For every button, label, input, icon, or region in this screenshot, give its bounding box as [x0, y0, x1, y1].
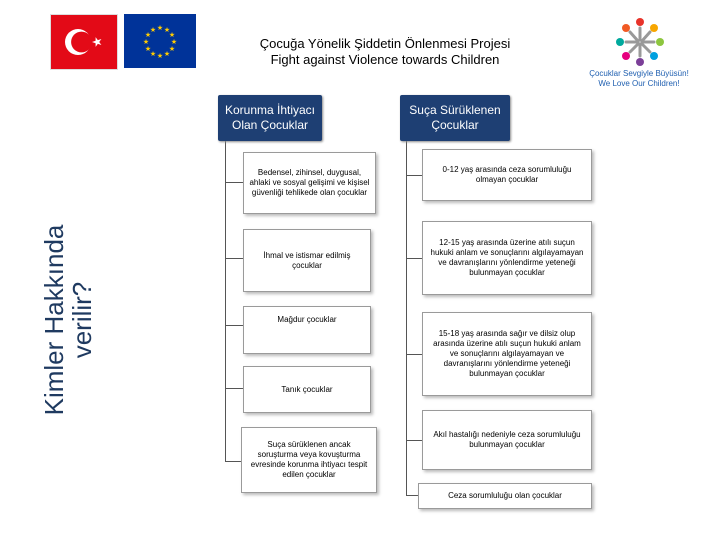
right-item-5: [418, 483, 592, 509]
vertical-title-line2: verilir?: [67, 281, 97, 359]
left-connector-1: [225, 182, 243, 183]
right-item-1: [422, 149, 592, 201]
right-connector-5: [406, 495, 418, 496]
right-item-3: [422, 312, 592, 396]
left-item-4: [243, 366, 371, 413]
children-logo-icon: [612, 14, 668, 70]
svg-text:★: ★: [156, 24, 164, 32]
left-column-header-label: Korunma İhtiyacı Olan Çocuklar: [224, 103, 316, 132]
left-connector-vertical: [225, 141, 226, 461]
left-item-5: [241, 427, 377, 493]
svg-text:★: ★: [149, 50, 157, 58]
left-item-1: [243, 152, 376, 214]
vertical-title-line1: Kimler Hakkında: [39, 224, 69, 416]
right-item-4-label: Akıl hastalığı nedeniyle ceza sorumluluğu bulunmayan çocuklar: [433, 430, 581, 449]
right-connector-4: [406, 440, 422, 441]
svg-text:★: ★: [168, 45, 176, 53]
svg-text:★: ★: [163, 26, 171, 34]
left-connector-5: [225, 461, 241, 462]
right-connector-3: [406, 354, 422, 355]
svg-text:★: ★: [168, 31, 176, 39]
right-item-2: [422, 221, 592, 295]
eu-stars-icon: [124, 14, 196, 68]
right-connector-1: [406, 175, 422, 176]
left-connector-3: [225, 325, 243, 326]
left-item-1-label: Bedensel, zihinsel, duygusal, ahlaki ve sosyal gelişimi ve kişisel güvenliği tehlikede olan çocuklar: [249, 168, 370, 197]
slogan-turkish: Çocuklar Sevgiyle Büyüsün!: [589, 69, 689, 78]
left-item-2-label: İhmal ve istismar edilmiş çocuklar: [263, 250, 351, 270]
page-title: [215, 36, 555, 68]
eu-flag: [124, 14, 196, 68]
left-column-header: [218, 95, 322, 141]
svg-text:★: ★: [149, 26, 157, 34]
right-column-header: [400, 95, 510, 141]
crescent-star-icon: [51, 15, 117, 69]
svg-text:★: ★: [163, 50, 171, 58]
left-item-3-label: Mağdur çocuklar: [277, 315, 337, 324]
svg-text:★: ★: [144, 31, 152, 39]
right-item-1-label: 0-12 yaş arasında ceza sorumluluğu olmayan çocuklar: [442, 165, 572, 184]
turkey-flag: [50, 14, 118, 70]
title-english: Fight against Violence towards Children: [270, 52, 500, 67]
svg-text:★: ★: [144, 45, 152, 53]
right-connector-vertical: [406, 141, 407, 496]
right-column-header-label: Suça Sürüklenen Çocuklar: [409, 103, 501, 132]
left-item-5-label: Suça sürüklenen ancak soruşturma veya kovuşturma evresinde korunma ihtiyacı tespit edilen çocuklar: [250, 440, 368, 479]
vertical-title: [40, 190, 96, 450]
left-connector-4: [225, 388, 243, 389]
right-item-2-label: 12-15 yaş arasında üzerine atılı suçun hukuki anlam ve sonuçlarını algılayamayan ve davranışlarını yönlendirme yeteneği bulunmayan çocuklar: [430, 238, 584, 277]
right-connector-2: [406, 258, 422, 259]
svg-text:★: ★: [142, 38, 150, 46]
svg-text:★: ★: [170, 38, 178, 46]
right-item-3-label: 15-18 yaş arasında sağır ve dilsiz olup arasında üzerine atılı suçun hukuki anlam ve sonuçlarını algılayamayan ve davranışlarını yönlendirme yeteneği bulunmayan çocuklar: [433, 329, 581, 378]
svg-text:★: ★: [156, 52, 164, 60]
slogan-english: We Love Our Children!: [598, 79, 680, 88]
left-item-3: [243, 306, 371, 354]
right-item-4: [422, 410, 592, 470]
slogan: [560, 69, 718, 89]
left-item-4-label: Tanık çocuklar: [281, 384, 333, 394]
right-item-5-label: Ceza sorumluluğu olan çocuklar: [448, 491, 562, 500]
left-item-2: [243, 229, 371, 292]
left-connector-2: [225, 258, 243, 259]
title-turkish: Çocuğa Yönelik Şiddetin Önlenmesi Projesi: [259, 36, 511, 51]
